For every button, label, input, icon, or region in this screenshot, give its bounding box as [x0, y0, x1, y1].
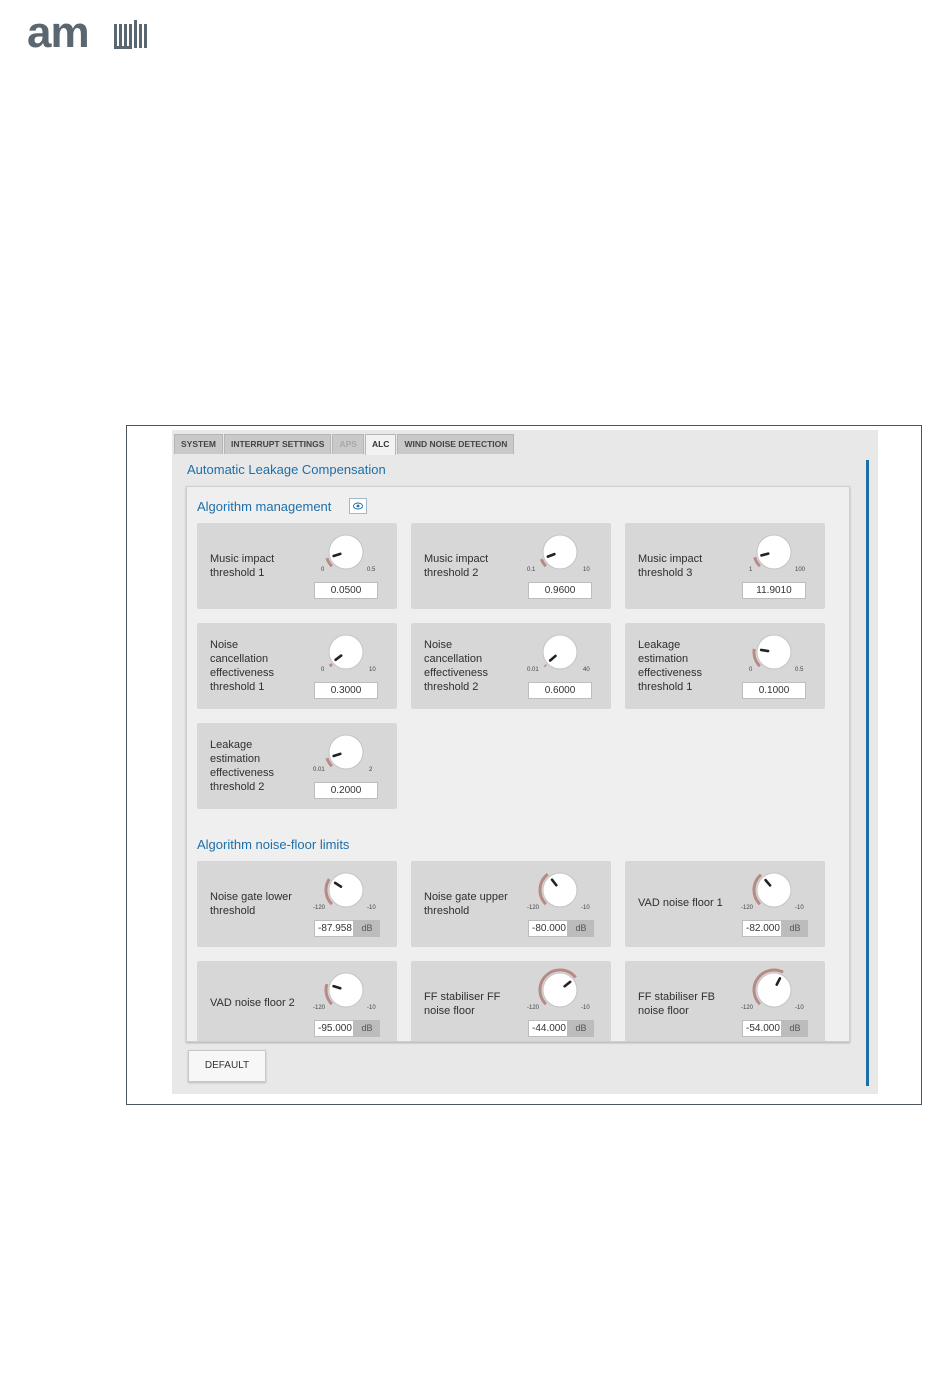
- knob-label-line: estimation: [638, 653, 689, 665]
- knob-label-line: FF stabiliser FB: [638, 991, 716, 1003]
- knob-dial[interactable]: [751, 529, 797, 575]
- eye-icon: [353, 502, 363, 510]
- knob-face: [329, 535, 363, 569]
- knob-label-line: Leakage: [638, 639, 681, 651]
- tab-interrupt-settings[interactable]: INTERRUPT SETTINGS: [224, 434, 332, 454]
- knob-value-input[interactable]: 0.2000: [314, 782, 378, 799]
- knob-value-arc: [330, 664, 332, 666]
- knob-min-label: 1: [749, 567, 753, 573]
- knob-label: [638, 896, 723, 910]
- knob-value-input[interactable]: -44.000: [528, 1020, 568, 1037]
- knob-label: [210, 996, 295, 1010]
- knob-card-noise-gate-upper-threshold: [411, 861, 611, 947]
- knob-max-label: -10: [795, 905, 804, 911]
- knob-label-line: effectiveness: [638, 667, 703, 679]
- unit-label: dB: [568, 920, 594, 937]
- unit-label: dB: [782, 1020, 808, 1037]
- eye-button[interactable]: [349, 498, 367, 514]
- knob-face: [329, 873, 363, 907]
- knob-card-noise-cancellation-effectiveness-threshold-1: [197, 623, 397, 709]
- knob-face: [543, 535, 577, 569]
- section-title-algorithm-management: Algorithm management: [197, 499, 332, 514]
- knob-min-label: 0: [749, 667, 753, 673]
- knob-face: [329, 973, 363, 1007]
- knob-pointer: [761, 554, 768, 556]
- knob-dial[interactable]: [537, 529, 583, 575]
- knob-max-label: 10: [369, 667, 376, 673]
- knob-label-line: Noise: [424, 639, 453, 651]
- knob-label: [638, 552, 702, 580]
- knob-label: [424, 990, 500, 1018]
- knob-card-noise-gate-lower-threshold: [197, 861, 397, 947]
- knob-card-music-impact-threshold-2: [411, 523, 611, 609]
- knob-label-line: Noise: [210, 639, 239, 651]
- knob-label-line: threshold: [210, 905, 256, 917]
- knob-card-music-impact-threshold-3: [625, 523, 825, 609]
- knob-label: [210, 890, 292, 918]
- knob-max-label: 40: [583, 667, 590, 673]
- knob-min-label: -120: [527, 1005, 540, 1011]
- knob-label-line: threshold 3: [638, 567, 693, 579]
- knob-label-line: noise floor: [424, 1005, 475, 1017]
- knob-face: [757, 535, 791, 569]
- knob-value-input[interactable]: 0.6000: [528, 682, 592, 699]
- knob-max-label: -10: [581, 905, 590, 911]
- knob-face: [543, 873, 577, 907]
- knob-label-line: threshold 1: [210, 567, 265, 579]
- tab-wind-noise-detection[interactable]: WIND NOISE DETECTION: [397, 434, 514, 454]
- knob-card-vad-noise-floor-2: [197, 961, 397, 1042]
- knob-face: [543, 973, 577, 1007]
- knob-dial[interactable]: [323, 529, 369, 575]
- knob-label-line: FF stabiliser FF: [424, 991, 501, 1003]
- knob-min-label: 0.1: [527, 567, 536, 573]
- knob-label-line: VAD noise floor 2: [210, 997, 295, 1009]
- knob-card-ff-stabiliser-fb-noise-floor: [625, 961, 825, 1042]
- knob-value-arc: [545, 665, 546, 666]
- knob-min-label: -120: [313, 1005, 326, 1011]
- knob-face: [757, 635, 791, 669]
- knob-label: [210, 552, 274, 580]
- knob-label: [638, 990, 715, 1018]
- knob-label-line: VAD noise floor 1: [638, 897, 723, 909]
- section-title-noise-floor-limits: Algorithm noise-floor limits: [197, 837, 350, 852]
- knob-card-music-impact-threshold-1: [197, 523, 397, 609]
- knob-max-label: -10: [581, 1005, 590, 1011]
- knob-dial[interactable]: [751, 967, 797, 1013]
- knob-value-input[interactable]: 0.1000: [742, 682, 806, 699]
- knob-label: [210, 738, 274, 794]
- knob-dial[interactable]: [323, 629, 369, 675]
- knob-dial[interactable]: [537, 967, 583, 1013]
- tab-system[interactable]: SYSTEM: [174, 434, 223, 454]
- knob-label: [210, 638, 274, 694]
- knob-face: [329, 735, 363, 769]
- tab-aps[interactable]: APS: [332, 434, 363, 454]
- knob-label-line: Noise gate upper: [424, 891, 508, 903]
- knob-label-line: effectiveness: [210, 667, 275, 679]
- knob-dial[interactable]: [751, 867, 797, 913]
- tab-bar: [174, 434, 515, 454]
- knob-label: [424, 638, 488, 694]
- knob-label-line: noise floor: [638, 1005, 689, 1017]
- knob-max-label: 100: [795, 567, 806, 573]
- unit-label: dB: [782, 920, 808, 937]
- knob-max-label: -10: [367, 905, 376, 911]
- knob-card-vad-noise-floor-1: [625, 861, 825, 947]
- knob-label-line: Leakage: [210, 739, 253, 751]
- knob-min-label: 0.01: [313, 767, 325, 773]
- knob-card-noise-cancellation-effectiveness-threshold-2: [411, 623, 611, 709]
- knob-value-input[interactable]: 0.9600: [528, 582, 592, 599]
- outer-scrollbar[interactable]: [866, 460, 869, 1086]
- knob-label-line: threshold 2: [210, 781, 265, 793]
- knob-max-label: 0.5: [795, 667, 804, 673]
- knob-max-label: -10: [367, 1005, 376, 1011]
- knob-label-line: Music impact: [210, 553, 275, 565]
- knob-label: [424, 890, 508, 918]
- knob-dial[interactable]: [751, 629, 797, 675]
- knob-max-label: -10: [795, 1005, 804, 1011]
- knob-min-label: -120: [741, 905, 754, 911]
- logo-text: am: [27, 8, 89, 57]
- unit-label: dB: [354, 1020, 380, 1037]
- knob-face: [543, 635, 577, 669]
- knob-label-line: Music impact: [424, 553, 489, 565]
- knob-min-label: -120: [313, 905, 326, 911]
- knob-face: [329, 635, 363, 669]
- knob-dial[interactable]: [323, 729, 369, 775]
- knob-card-leakage-estimation-effectiveness-threshold-1: [625, 623, 825, 709]
- knob-dial[interactable]: [323, 867, 369, 913]
- logo-mark-icon: [114, 20, 150, 52]
- knob-value-input[interactable]: 0.0500: [314, 582, 378, 599]
- knob-pointer: [761, 650, 768, 651]
- knob-label: [424, 552, 488, 580]
- knob-max-label: 10: [583, 567, 590, 573]
- knob-min-label: -120: [741, 1005, 754, 1011]
- knob-min-label: 0: [321, 567, 325, 573]
- knob-label-line: threshold 1: [638, 681, 693, 693]
- knob-label-line: threshold: [424, 905, 470, 917]
- knob-dial[interactable]: [537, 629, 583, 675]
- knob-face: [757, 873, 791, 907]
- knob-min-label: 0: [321, 667, 325, 673]
- knob-min-label: 0.01: [527, 667, 539, 673]
- default-button[interactable]: DEFAULT: [188, 1050, 266, 1082]
- tab-alc[interactable]: ALC: [365, 434, 396, 455]
- unit-label: dB: [354, 920, 380, 937]
- knob-label-line: Noise gate lower: [210, 891, 292, 903]
- knob-value-input[interactable]: -54.000: [742, 1020, 782, 1037]
- knob-label: [638, 638, 702, 694]
- knob-max-label: 0.5: [367, 567, 376, 573]
- knob-value-input[interactable]: -80.000: [528, 920, 568, 937]
- knob-label-line: threshold 2: [424, 681, 479, 693]
- knob-dial[interactable]: [323, 967, 369, 1013]
- unit-label: dB: [568, 1020, 594, 1037]
- knob-label-line: Music impact: [638, 553, 703, 565]
- knob-label-line: cancellation: [210, 653, 269, 665]
- knob-label-line: cancellation: [424, 653, 483, 665]
- alc-app-window: [172, 430, 878, 1094]
- knob-value-input[interactable]: 0.3000: [314, 682, 378, 699]
- knob-value-input[interactable]: -95.000: [314, 1020, 354, 1037]
- knob-dial[interactable]: [537, 867, 583, 913]
- settings-panel: [186, 486, 850, 1042]
- knob-label-line: threshold 1: [210, 681, 265, 693]
- knob-min-label: -120: [527, 905, 540, 911]
- knob-max-label: 2: [369, 767, 373, 773]
- knob-label-line: threshold 2: [424, 567, 479, 579]
- knob-card-leakage-estimation-effectiveness-threshold-2: [197, 723, 397, 809]
- knob-label-line: estimation: [210, 753, 261, 765]
- knob-value-input[interactable]: -87.958: [314, 920, 354, 937]
- knob-face: [757, 973, 791, 1007]
- knob-card-ff-stabiliser-ff-noise-floor: [411, 961, 611, 1042]
- knob-value-input[interactable]: -82.000: [742, 920, 782, 937]
- knob-label-line: effectiveness: [210, 767, 275, 779]
- knob-label-line: effectiveness: [424, 667, 489, 679]
- knob-value-input[interactable]: 11.9010: [742, 582, 806, 599]
- page-title: Automatic Leakage Compensation: [187, 462, 386, 477]
